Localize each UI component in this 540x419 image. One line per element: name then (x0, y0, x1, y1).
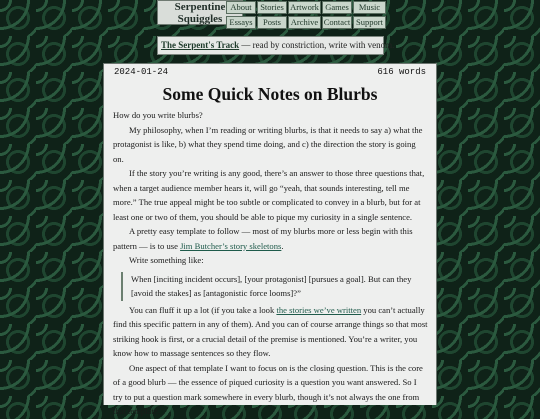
our-stories-link[interactable]: the stories we’ve written (276, 304, 362, 315)
word-count: 616 words (377, 67, 426, 77)
nav-about[interactable]: About (226, 1, 256, 14)
nav-games[interactable]: Games (322, 1, 352, 14)
paragraph-4-text-b: . (281, 240, 284, 251)
story-skeletons-link[interactable]: Jim Butcher’s story skeletons (180, 240, 282, 251)
main-nav (226, 1, 386, 29)
article-title: Some Quick Notes on Blurbs (162, 84, 378, 104)
paragraph-3: If the story you’re writing is any good, there’s an answer to those three questions that, when a target audience member hears it, will go “yeah, that sounds interesting, tell me more.” The true appeal might be too subtle or complicated to convey in a blurb, but for at least one or two of them, you should be able to pique my curiosity in a single sentence. (113, 168, 425, 222)
article-body (104, 108, 436, 419)
nav-artwork[interactable]: Artwork (288, 1, 321, 14)
nav-contact[interactable]: Contact (323, 17, 351, 27)
paragraph-6-text-b: you can’t actually find this specific pattern in any of them). And you can of course arrange things so that most striking hook is first, or a crucial detail of the premise is mentioned. You’re a writer, you know how to massage sentences so they flow. (113, 304, 428, 358)
nav-essays[interactable]: Essays (226, 16, 256, 29)
paragraph-4 (113, 224, 428, 253)
nav-stories[interactable]: Stories (257, 1, 287, 14)
serpents-track-link[interactable]: The Serpent's Track (161, 40, 240, 50)
article-date: 2024-01-24 (114, 67, 169, 77)
site-name-line1: Serpentine (174, 1, 226, 13)
template-quote: When [inciting incident occurs], [your protagonist] [pursues a goal]. But can they [avoid the stakes] as [antagonistic force looms]?” (121, 272, 428, 301)
paragraph-5: Write something like: (129, 255, 204, 265)
paragraph-6-text-a: You can fluff it up a lot (if you take a look (129, 304, 277, 315)
paragraph-1: How do you write blurbs? (113, 110, 203, 120)
nav-music[interactable]: Music (353, 1, 386, 14)
paragraph-4-text-a: A pretty easy template to follow — most of my blurbs more or less begin with this pattern — is to use (113, 226, 413, 251)
tagline-text: — read by constriction, write with venom. (239, 40, 395, 50)
nav-posts[interactable]: Posts (257, 16, 287, 29)
nav-support[interactable]: Support (353, 16, 386, 29)
paragraph-2: My philosophy, when I’m reading or writing blurbs, is that it needs to say a) what the protagonist is like, b) what they spend time doing, and c) the direction the story is going on. (113, 124, 423, 164)
tagline-banner (157, 36, 395, 55)
article-meta (104, 64, 436, 77)
site-name-line2: Squiggles (177, 12, 223, 25)
paragraph-7: One aspect of that template I want to focus on is the closing question. This is the core of a good blurb — the essence of piqued curiosity is a question you want answered. So I try to put a question mark somewhere in every blurb, though it’s not always the one from that template. (113, 362, 423, 416)
paragraph-6 (113, 303, 428, 361)
nav-archive[interactable]: Archive (288, 16, 321, 29)
article-card (103, 63, 437, 416)
